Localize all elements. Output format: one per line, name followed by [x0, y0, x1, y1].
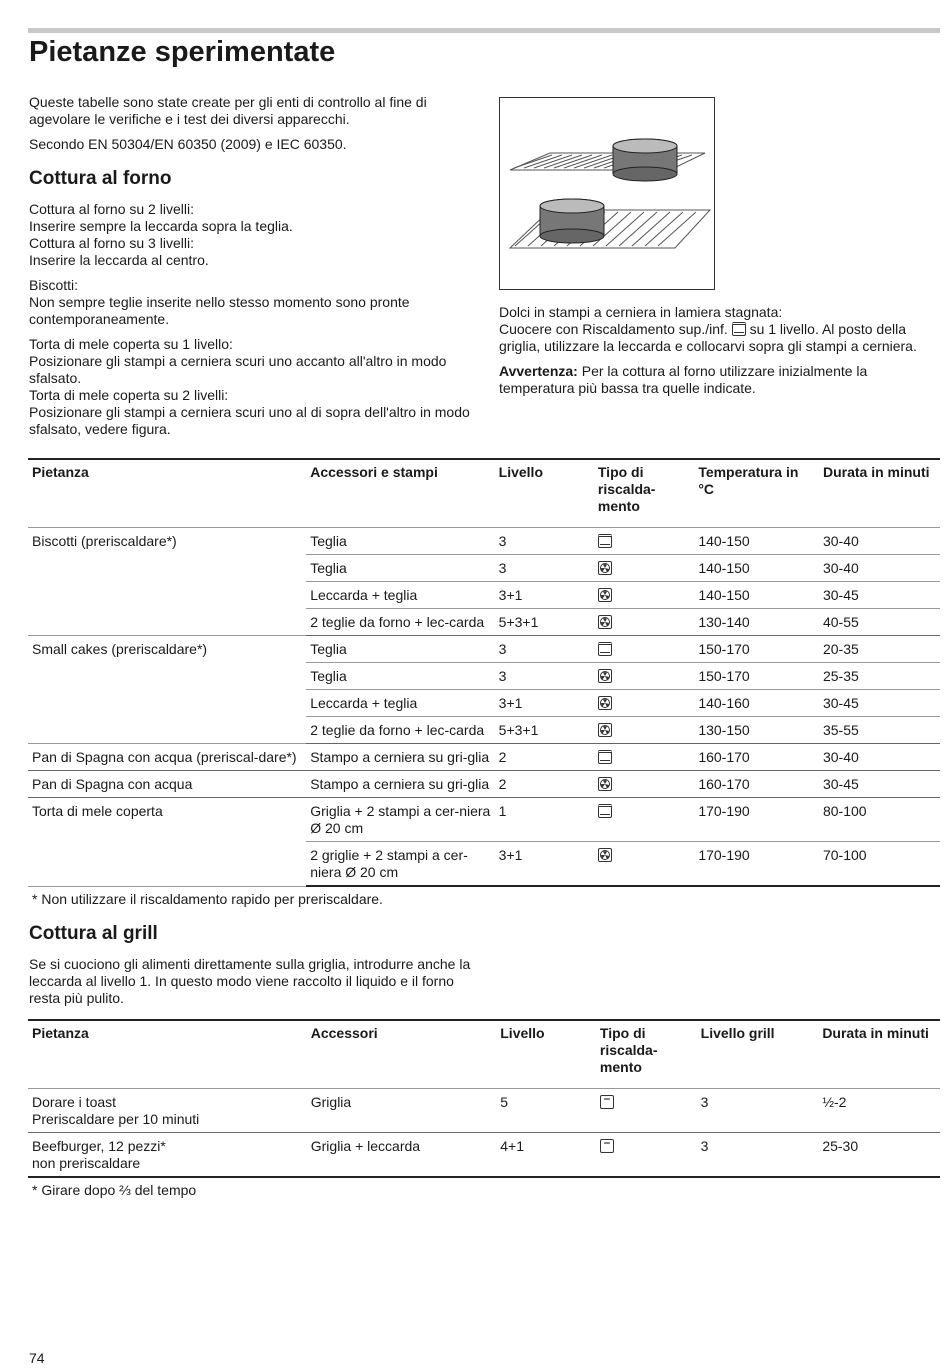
warning-label: Avvertenza:	[499, 363, 578, 379]
duration-cell: 80-100	[819, 798, 940, 842]
level-cell: 3+1	[495, 842, 594, 887]
temperature-cell: 160-170	[694, 771, 819, 798]
hot-air-icon	[598, 696, 612, 710]
level-cell: 3	[495, 555, 594, 582]
accessories-cell: 2 teglie da forno + lec-carda	[306, 717, 494, 744]
hot-air-icon	[598, 669, 612, 683]
heating-cell	[594, 528, 694, 555]
forno-notes	[29, 201, 479, 438]
top-section	[28, 94, 940, 446]
grill-text: Se si cuociono gli alimenti direttamente sulla griglia, introdurre anche la leccarda al livello 1. In questo modo viene raccolto il liquido e il forno resta più pulito.	[29, 956, 471, 1006]
temperature-cell: 140-150	[694, 528, 819, 555]
heating-cell	[596, 1089, 697, 1133]
column-header: Durata in minuti	[818, 1020, 940, 1089]
page-number: 74	[29, 1350, 45, 1366]
dish-cell: Pan di Spagna con acqua (preriscal-dare*)	[28, 744, 306, 771]
temperature-cell: 140-150	[694, 582, 819, 609]
forno-paragraph-line: Non sempre teglie inserite nello stesso momento sono pronte contemporaneamente.	[29, 294, 410, 327]
top-bottom-heat-icon	[732, 322, 746, 336]
grill-footnote: * Girare dopo ⅔ del tempo	[32, 1182, 197, 1198]
forno-paragraph-line: Inserire sempre la leccarda sopra la teglia.	[29, 218, 293, 234]
section-heading-forno: Cottura al forno	[29, 168, 172, 189]
level-cell: 2	[495, 744, 594, 771]
hot-air-icon	[598, 723, 612, 737]
grill-icon	[600, 1095, 614, 1109]
level-cell: 5	[496, 1089, 596, 1133]
table-row	[28, 1089, 940, 1133]
page-title: Pietanze sperimentate	[29, 36, 336, 68]
level-cell: 3	[495, 528, 594, 555]
forno-paragraph	[29, 336, 479, 438]
grill-table	[28, 1019, 940, 1178]
level-cell: 5+3+1	[495, 609, 594, 636]
temperature-cell: 130-140	[694, 609, 819, 636]
heating-cell	[594, 690, 694, 717]
accessories-cell: Teglia	[306, 636, 494, 663]
temperature-cell: 140-150	[694, 555, 819, 582]
left-column	[28, 94, 479, 446]
forno-paragraph-line: Torta di mele coperta su 2 livelli:	[29, 387, 229, 403]
table-row	[28, 636, 940, 663]
top-rule	[28, 28, 940, 33]
heating-cell	[596, 1133, 697, 1178]
accessories-cell: Leccarda + teglia	[306, 690, 494, 717]
top-bottom-heat-icon	[598, 534, 612, 548]
table-row	[28, 1133, 940, 1178]
table-row	[28, 771, 940, 798]
baking-table	[28, 458, 940, 887]
heating-cell	[594, 663, 694, 690]
accessories-cell: Griglia	[307, 1089, 497, 1133]
heating-cell	[594, 771, 694, 798]
table-row	[28, 798, 940, 842]
top-bottom-heat-icon	[598, 642, 612, 656]
duration-cell: 20-35	[819, 636, 940, 663]
forno-paragraph-line: Posizionare gli stampi a cerniera scuri uno accanto all'altro in modo sfalsato.	[29, 353, 447, 386]
dish-cell: Pan di Spagna con acqua	[28, 771, 306, 798]
forno-paragraph-line: Cottura al forno su 2 livelli:	[29, 201, 194, 217]
hot-air-icon	[598, 561, 612, 575]
temperature-cell: 3	[697, 1133, 819, 1178]
top-bottom-heat-icon	[598, 750, 612, 764]
hot-air-icon	[598, 777, 612, 791]
dish-cell: Beefburger, 12 pezzi* non preriscaldare	[28, 1133, 307, 1178]
table-header-row	[28, 459, 940, 528]
duration-cell: 70-100	[819, 842, 940, 887]
temperature-cell: 170-190	[694, 798, 819, 842]
grill-section	[28, 922, 479, 1007]
duration-cell: 40-55	[819, 609, 940, 636]
duration-cell: 30-40	[819, 555, 940, 582]
forno-paragraph	[29, 277, 479, 328]
forno-paragraph-line: Posizionare gli stampi a cerniera scuri uno al di sopra dell'altro in modo sfalsato, vedere figura.	[29, 404, 470, 437]
intro-text: Queste tabelle sono state create per gli enti di controllo al fine di agevolare le verifiche e i test dei diversi apparecchi.	[29, 94, 427, 127]
column-header: Tipo di riscalda-mento	[596, 1020, 697, 1089]
duration-cell: 30-45	[819, 771, 940, 798]
heating-cell	[594, 555, 694, 582]
intro-standards: Secondo EN 50304/EN 60350 (2009) e IEC 60350.	[29, 136, 347, 152]
duration-cell: 30-45	[819, 690, 940, 717]
oven-racks-figure	[499, 97, 715, 290]
accessories-cell: Leccarda + teglia	[306, 582, 494, 609]
accessories-cell: 2 teglie da forno + lec-carda	[306, 609, 494, 636]
heating-cell	[594, 842, 694, 887]
baking-footnote: * Non utilizzare il riscaldamento rapido per preriscaldare.	[32, 891, 383, 907]
column-header: Pietanza	[28, 459, 306, 528]
duration-cell: 30-45	[819, 582, 940, 609]
accessories-cell: Teglia	[306, 663, 494, 690]
accessories-cell: Teglia	[306, 528, 494, 555]
duration-cell: 35-55	[819, 717, 940, 744]
temperature-cell: 160-170	[694, 744, 819, 771]
content-flow	[28, 94, 940, 1199]
dish-cell: Biscotti (preriscaldare*)	[28, 528, 306, 636]
temperature-cell: 140-160	[694, 690, 819, 717]
warning-text: Per la cottura al forno utilizzare inizialmente la temperatura più bassa tra quelle indicate.	[499, 363, 868, 396]
column-header: Accessori e stampi	[306, 459, 494, 528]
level-cell: 3	[495, 636, 594, 663]
dish-cell: Dorare i toast Preriscaldare per 10 minuti	[28, 1089, 307, 1133]
forno-paragraph	[29, 201, 479, 269]
column-header: Tipo di riscalda-mento	[594, 459, 694, 528]
accessories-cell: Stampo a cerniera su gri-glia	[306, 744, 494, 771]
column-header: Temperatura in °C	[694, 459, 819, 528]
duration-cell: 25-35	[819, 663, 940, 690]
springform-text: Cuocere con Riscaldamento sup./inf.	[499, 321, 728, 337]
grill-icon	[600, 1139, 614, 1153]
accessories-cell: Griglia + 2 stampi a cer-niera Ø 20 cm	[306, 798, 494, 842]
level-cell: 1	[495, 798, 594, 842]
level-cell: 3+1	[495, 582, 594, 609]
right-column	[499, 94, 940, 446]
duration-cell: 30-40	[819, 744, 940, 771]
table-row	[28, 528, 940, 555]
level-cell: 2	[495, 771, 594, 798]
forno-paragraph-line: Torta di mele coperta su 1 livello:	[29, 336, 233, 352]
accessories-cell: 2 griglie + 2 stampi a cer-niera Ø 20 cm	[306, 842, 494, 887]
hot-air-icon	[598, 848, 612, 862]
duration-cell: ½-2	[818, 1089, 940, 1133]
level-cell: 3+1	[495, 690, 594, 717]
springform-title: Dolci in stampi a cerniera in lamiera stagnata:	[499, 304, 783, 320]
column-header: Durata in minuti	[819, 459, 940, 528]
level-cell: 3	[495, 663, 594, 690]
heating-cell	[594, 717, 694, 744]
heating-cell	[594, 798, 694, 842]
temperature-cell: 150-170	[694, 636, 819, 663]
temperature-cell: 150-170	[694, 663, 819, 690]
temperature-cell: 3	[697, 1089, 819, 1133]
column-header: Livello grill	[697, 1020, 819, 1089]
section-heading-grill: Cottura al grill	[29, 923, 158, 944]
accessories-cell: Griglia + leccarda	[307, 1133, 497, 1178]
column-header: Accessori	[307, 1020, 497, 1089]
level-cell: 4+1	[496, 1133, 596, 1178]
duration-cell: 30-40	[819, 528, 940, 555]
duration-cell: 25-30	[818, 1133, 940, 1178]
temperature-cell: 130-150	[694, 717, 819, 744]
springform-text-cont: su 1 livello. Al posto della griglia, utilizzare la leccarda e collocarvi sopra gli stampi a cerniera.	[499, 321, 917, 354]
accessories-cell: Teglia	[306, 555, 494, 582]
level-cell: 5+3+1	[495, 717, 594, 744]
column-header: Livello	[496, 1020, 596, 1089]
column-header: Pietanza	[28, 1020, 307, 1089]
heating-cell	[594, 582, 694, 609]
temperature-cell: 170-190	[694, 842, 819, 887]
forno-paragraph-line: Cottura al forno su 3 livelli:	[29, 235, 194, 251]
forno-paragraph-line: Biscotti:	[29, 277, 79, 293]
heating-cell	[594, 744, 694, 771]
table-header-row	[28, 1020, 940, 1089]
hot-air-icon	[598, 588, 612, 602]
dish-cell: Torta di mele coperta	[28, 798, 306, 887]
top-bottom-heat-icon	[598, 804, 612, 818]
heating-cell	[594, 609, 694, 636]
forno-paragraph-line: Inserire la leccarda al centro.	[29, 252, 209, 268]
dish-cell: Small cakes (preriscaldare*)	[28, 636, 306, 744]
column-header: Livello	[495, 459, 594, 528]
heating-cell	[594, 636, 694, 663]
table-row	[28, 744, 940, 771]
hot-air-icon	[598, 615, 612, 629]
accessories-cell: Stampo a cerniera su gri-glia	[306, 771, 494, 798]
